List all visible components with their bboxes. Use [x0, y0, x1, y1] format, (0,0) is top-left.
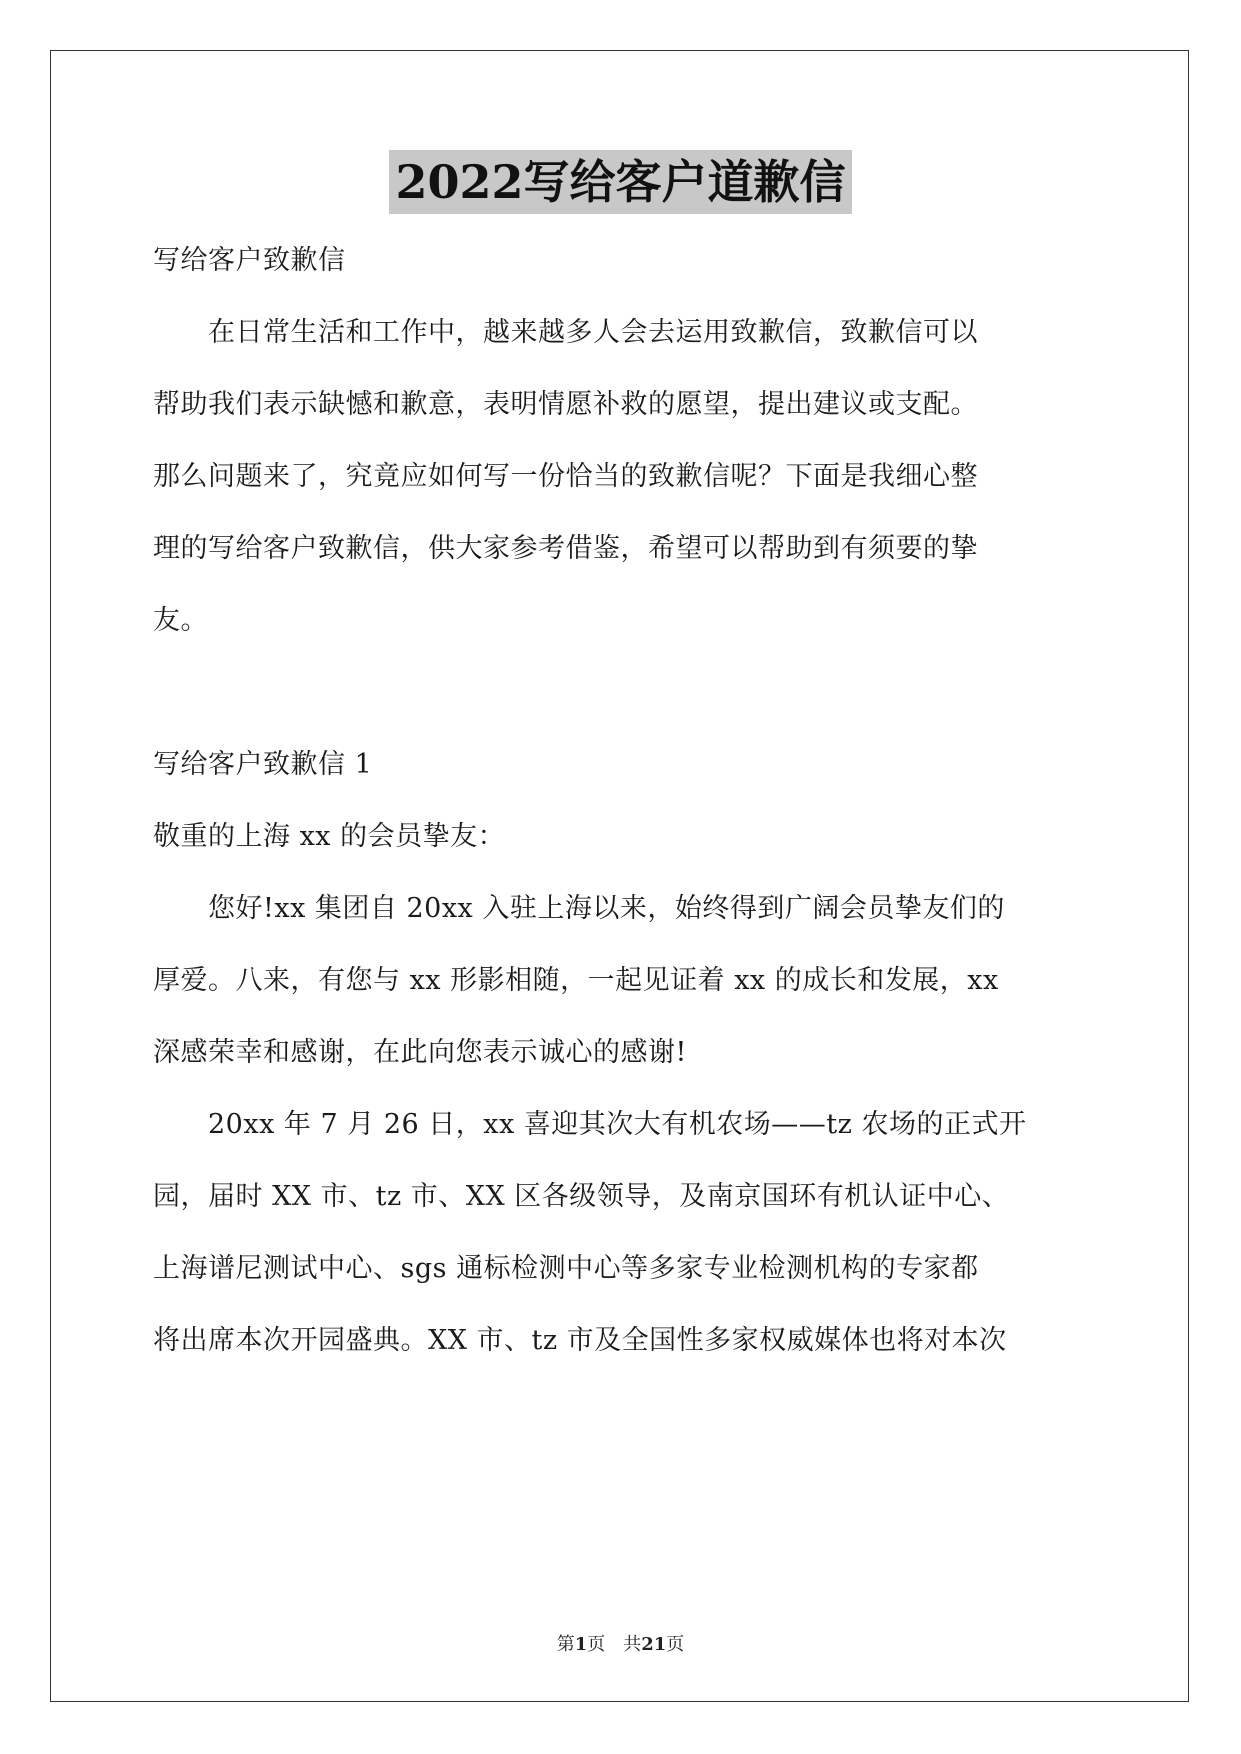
body-line: 友。: [153, 605, 208, 636]
body-line: 上海谱尼测试中心、sgs 通标检测中心等多家专业检测机构的专家都: [153, 1253, 979, 1284]
body-line: 园，届时 XX 市、tz 市、XX 区各级领导，及南京国环有机认证中心、: [153, 1181, 1010, 1212]
page-footer: [0, 1633, 1241, 1657]
total-pages: 21: [641, 1634, 667, 1655]
document-title: 2022写给客户道歉信: [389, 150, 851, 214]
footer-suffix: 页: [666, 1634, 685, 1655]
page-border: [50, 50, 1189, 1702]
body-line: 那么问题来了，究竟应如何写一份恰当的致歉信呢？下面是我细心整: [153, 461, 978, 492]
body-line: 帮助我们表示缺憾和歉意，表明情愿补救的愿望，提出建议或支配。: [153, 389, 978, 420]
body-line: 厚爱。八来，有您与 xx 形影相随，一起见证着 xx 的成长和发展，xx: [153, 965, 999, 996]
footer-prefix: 第: [556, 1634, 575, 1655]
body-line: 将出席本次开园盛典。XX 市、tz 市及全国性多家权威媒体也将对本次: [153, 1325, 1007, 1356]
body-line: 深感荣幸和感谢，在此向您表示诚心的感谢!: [153, 1037, 687, 1068]
title-wrap: [0, 150, 1241, 214]
body-line: 您好!xx 集团自 20xx 入驻上海以来，始终得到广阔会员挚友们的: [153, 893, 1005, 924]
subtitle-line: 写给客户致歉信: [153, 245, 346, 276]
page-number: 1: [574, 1634, 588, 1655]
body-line: 理的写给客户致歉信，供大家参考借鉴，希望可以帮助到有须要的挚: [153, 533, 978, 564]
section-heading: 写给客户致歉信 1: [153, 749, 373, 780]
body-line: 在日常生活和工作中，越来越多人会去运用致歉信，致歉信可以: [153, 317, 978, 348]
body-line: 20xx 年 7 月 26 日，xx 喜迎其次大有机农场——tz 农场的正式开: [153, 1109, 1027, 1140]
footer-mid: 页 共: [587, 1634, 642, 1655]
salutation: 敬重的上海 xx 的会员挚友：: [153, 821, 506, 852]
